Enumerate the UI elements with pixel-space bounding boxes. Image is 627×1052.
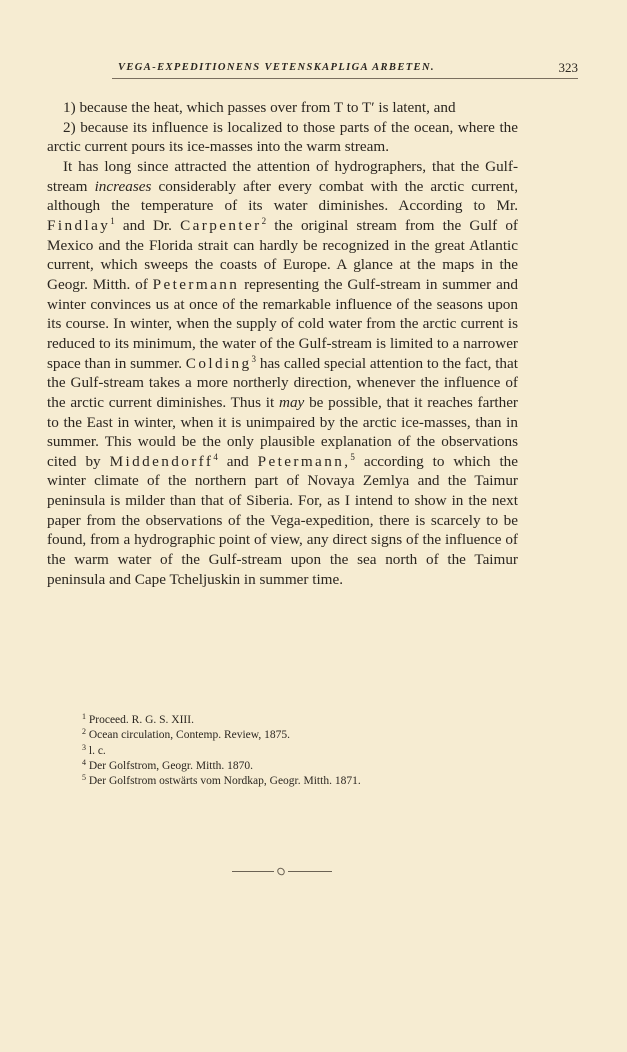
name-colding: Colding [185, 354, 252, 372]
end-ornament [232, 870, 332, 874]
running-head: VEGA-EXPEDITIONENS VETENSKAPLIGA ARBETEN. [118, 62, 435, 73]
ornament-rule-left [232, 871, 274, 872]
page-header [112, 60, 578, 76]
paragraph-2: 2) because its influence is localized to those parts of the ocean, where the arctic current pours its ice-masses into the warm stream. [47, 118, 518, 156]
ornament-rule-right [288, 871, 332, 872]
footnote-ref-5: 5 [350, 451, 355, 462]
header-rule [112, 78, 578, 79]
name-middendorff: Middendorff [109, 452, 214, 470]
footnote: $^2$ Ocean circulation, Contemp. Review, 1875. [82, 727, 290, 742]
footnote: $^1$ Proceed. R. G. S. XIII. [82, 712, 194, 726]
footnote: $^3$ l. c. [82, 742, 106, 757]
footnote-ref-4: 4 [213, 451, 218, 462]
footnote-ref-1: 1 [110, 215, 115, 226]
name-petermann-2: Petermann, [257, 452, 351, 470]
emphasis-may: may [279, 393, 305, 411]
footnote: $^4$ Der Golfstrom, Geogr. Mitth. 1870. [82, 757, 254, 772]
emphasis-increases: increases [94, 177, 152, 195]
name-carpenter: Carpenter [180, 216, 262, 234]
paragraph-1: 1) because the heat, which passes over from T to T′ is latent, and [63, 99, 456, 116]
footnote-ref-2: 2 [261, 215, 267, 226]
name-petermann: Petermann [152, 275, 240, 293]
name-findlay: Findlay [47, 216, 111, 234]
body-text [47, 98, 518, 589]
ornament-diamond-icon [276, 866, 287, 877]
paragraph-3: It has long since attracted the attention of hydrographers, that the Gulf-stream increases considerably after every combat with the arctic current, although the temperature of its water diminishes. According to Mr. Findlay$^1$ and Dr. Carpenter$^2$ the original stream from the Gulf of Mexico and the Florida strait can hardly be recognized in the great Atlantic current, which sweeps the coasts of Europe. A glance at the maps in the Geogr. Mitth. of Petermann representing the Gulf-stream in summer and winter convinces us at once of the remarkable influence of the seasons upon its course. In winter, when the supply of cold water from the arctic current is reduced to its minimum, the water of the Gulf-stream is limited to a narrower space than in summer. Colding$^3$ has called special attention to the fact, that the Gulf-stream takes a more northerly direction, whenever the influence of the arctic current diminishes. Thus it may be possible, that it reaches farther to the East in winter, when it is unimpaired by the arctic ice-masses, than in summer. This would be the only plausible explanation of the observations cited by Middendorff$^4$ and Petermann,$^5$ according to which the winter climate of the northern part of Novaya Zemlya and the Taimur peninsula is milder than that of Siberia. For, as I intend to show in the next paper from the observations of the Vega-expedition, there is scarcely to be found, from a hydrographic point of view, any direct signs of the influence of the warm water of the Gulf-stream upon the sea north of the Taimur peninsula and Cape Tcheljuskin in summer time. [47, 157, 519, 588]
footnote-ref-3: 3 [251, 353, 257, 364]
footnotes [82, 713, 522, 789]
footnote: $^5$ Der Golfstrom ostwärts vom Nordkap, Geogr. Mitth. 1871. [82, 773, 361, 788]
page-number: 323 [558, 60, 578, 75]
